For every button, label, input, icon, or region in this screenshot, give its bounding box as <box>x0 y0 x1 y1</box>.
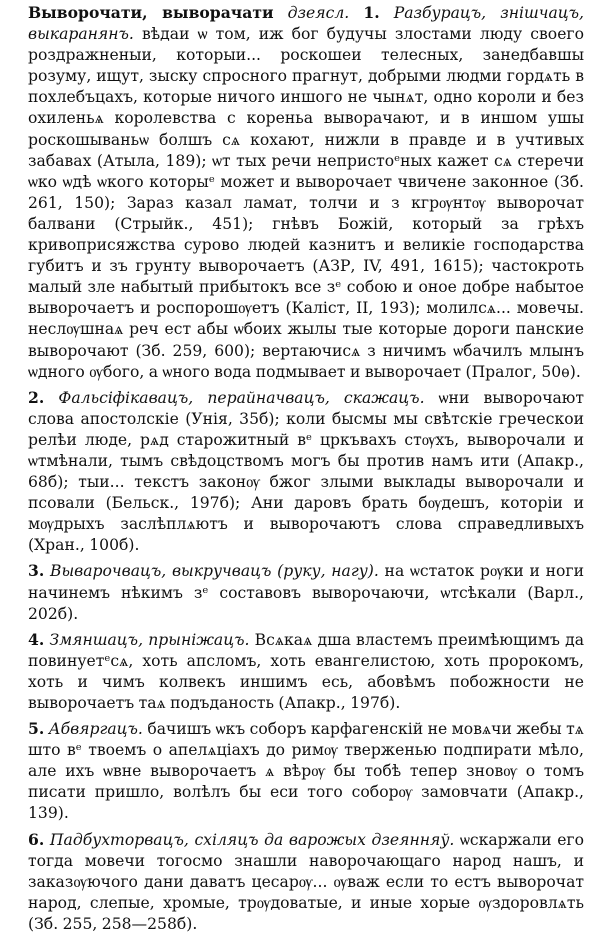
headword: Выворочати, выворачати <box>28 3 274 22</box>
sense-gloss: Падбухторвацъ, схіляцъ да варожых дзеянняў. <box>49 830 455 849</box>
sense-citations: на ѡстаток рѹки и ноги начинемъ нѣкимъ зᵉ составовъ выворочаючи, ѡтсѣкали (Варл., 202б). <box>28 562 584 623</box>
sense-number: 4. <box>28 629 45 649</box>
sense-5 <box>6 718 584 824</box>
sense-3 <box>6 560 584 624</box>
sense-4 <box>6 629 584 714</box>
sense-citations: Всѧкаѧ дша властемъ преимѣющимъ да повинуетᵉсѧ, хоть апсломъ, хоть евангелистою, хоть пророкомъ, хоть и чимъ колвекъ иншимъ есь, абовѣмъ побожности не выворочаетъ таѧ подъданость (Апакр., 197б). <box>28 630 585 712</box>
sense-citations: вѣдаи ѡ том, иж бог будучы злостами люду своего роздражненыи, которыи... роскошеи телесных, занедбавшы розуму, ищут, зыску спросного прагнут, добрыми людми гордѧть в похлебъцахъ, которые ничого иншого не чынѧт, одно короли и без охиленьѧ королевства с кореньа выворачают, и в иншом ушы роскошываньѡ болшъ сѧ кохают, нижли в правде и в учтивых забавах (Атыла, 189); ѡт тых речи непристоᵉных кажет сѧ стеречи ѡко ѡдѣ ѡкого которыᵉ может и выворочает чвичене законное (Зб. 261, 150); Зараз казал ламат, толчи и з кгрѹнтѹ выворочат балвани (Стрыйк., 451); гнѣвъ Божій, который за грѣхъ кривоприсяжства сурово людей казнитъ и великіе господарства губитъ и зъ грунту выворочаетъ (АЗР, IV, 491, 1615); частокроть малый зле набытый прибытокъ все зᵉ собою и оное добре набытое выворочаетъ и роспорошѹетъ (Каліст, II, 193); молилсѧ... мовечы. неслѹшнаѧ реч ест абы ѡбоих жылы тые которые дороги панские выворочают (Зб. 259, 600); вертаючисѧ з ничимъ ѡбачилъ млынъ ѡдного ѹбого, а ѡного вода подмывает и выворочает (Пралог, 50ѳ). <box>28 25 584 381</box>
sense-1 <box>6 2 584 383</box>
sense-number: 2. <box>28 387 45 407</box>
sense-citations: ѡскаржали его тогда мовечи тогосмо знашли наворочающаго народ нашъ, и заказѹючого дани даватъ цесарѹ... ѹваж если то естъ выворочат народ, слепые, хромые, трѹдоватые, и иные хорые ѹздоровлѧть (Зб. 255, 258—258б). <box>28 830 584 933</box>
sense-gloss: Разбурацъ, знішчацъ, выкаранянъ. <box>28 4 584 44</box>
sense-gloss: Выварочвацъ, выкручвацъ (руку, нагу). <box>50 562 379 581</box>
sense-gloss: Фальсіфікавацъ, перайначвацъ, скажацъ. <box>58 388 425 407</box>
sense-number: 1. <box>363 3 380 22</box>
sense-number: 3. <box>28 561 45 581</box>
sense-gloss: Змяншацъ, прыніжацъ. <box>49 630 250 649</box>
sense-citations: бачишъ ѡкъ соборъ карфагенскій не мовѧчи жебы тѧ што вᵉ твоемъ о апелѧціахъ до римѹ тверженью подпирати мѣло, але ихъ ѡвне выворочаетъ ѧ вѣрѹ бы тобѣ тепер зновѹ о томъ писати пришло, волѣлъ бы еси того соборѹ замовчати (Апакр., 139). <box>28 720 585 823</box>
sense-number: 5. <box>28 719 45 739</box>
sense-gloss: Абвяргацъ. <box>48 720 143 739</box>
sense-citations: ѡни выворочают слова апостолскіе (Унія, 35б); коли бысмы мы свѣтскіе греческои релѣи люде, рѧд старожитный вᵉ цркъвахъ стѹхъ, выворочали и ѡтмѣнали, тымъ свѣдоцствомъ могъ бы против намъ ити (Апакр., 68б); тыи... текстъ законѹ бжог злыми выклады выворочали и псовали (Бельск., 197б); Ани даровъ брать бѹдешъ, которіи и мѹдрыхъ заслѣплѧютъ и выворочаютъ слова справедливыхъ (Хран., 100б). <box>28 388 584 555</box>
dictionary-entry <box>6 2 584 935</box>
part-of-speech: дзеясл. <box>287 4 350 22</box>
sense-number: 6. <box>28 829 45 849</box>
sense-2 <box>6 387 584 557</box>
sense-6 <box>6 829 584 935</box>
